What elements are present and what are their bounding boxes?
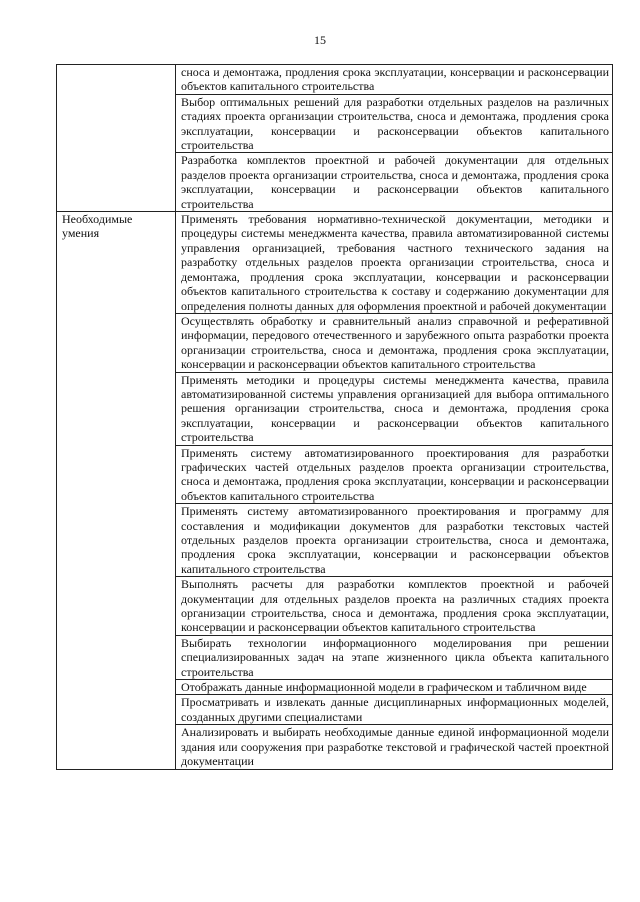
table-cell-item: Выполнять расчеты для разработки комплектов проектной и рабочей документации для отдельных разделов проекта на различных стадиях проекта организации строительства, сноса и демонтажа, продления срока эксплуатации, консервации и расконсервации объектов капитального строительства xyxy=(176,577,613,636)
table-cell-item: Отображать данные информационной модели в графическом и табличном виде xyxy=(176,680,613,695)
skills-table xyxy=(56,64,613,770)
table-cell-item: Применять требования нормативно-технической документации, методики и процедуры системы менеджмента качества, правила автоматизированной системы управления организацией, требования частного технического задания на разработку отдельных разделов проекта организации строительства, сноса и демонтажа, продления срока эксплуатации, консервации и расконсервации объектов капитального строительства к составу и содержанию документации для определения полноты данных для оформления проектной и рабочей документации xyxy=(176,212,613,314)
row-label-empty xyxy=(57,65,176,212)
table-cell-item: Выбирать технологии информационного моделирования при решении специализированных задач на этапе жизненного цикла объекта капитального строительства xyxy=(176,635,613,679)
page-number: 15 xyxy=(314,33,326,47)
table-cell-item: Применять систему автоматизированного проектирования для разработки графических частей отдельных разделов проекта организации строительства, сноса и демонтажа, продления срока эксплуатации, консервации и расконсервации объектов капитального строительства xyxy=(176,445,613,504)
table-cell-item: Применять систему автоматизированного проектирования и программу для составления и модификации документов для разработки текстовых частей отдельных разделов проекта организации строительства, сноса и демонтажа, продления срока эксплуатации, консервации и расконсервации объектов капитального строительства xyxy=(176,504,613,577)
table-cell-item: Анализировать и выбирать необходимые данные единой информационной модели здания или сооружения при разработке текстовой и графической частей проектной документации xyxy=(176,725,613,769)
table-cell-item: сноса и демонтажа, продления срока эксплуатации, консервации и расконсервации объектов капитального строительства xyxy=(176,65,613,95)
table-row xyxy=(57,212,613,314)
table-cell-item: Разработка комплектов проектной и рабочей документации для отдельных разделов проекта организации строительства, сноса и демонтажа, продления срока эксплуатации, консервации и расконсервации объектов капитального строительства xyxy=(176,153,613,212)
table-row xyxy=(57,65,613,95)
row-label-skills: Необходимые умения xyxy=(57,212,176,769)
table-cell-item: Применять методики и процедуры системы менеджмента качества, правила автоматизированной системы управления организацией для выбора оптимального решения организации строительства, сноса и демонтажа, продления срока эксплуатации, консервации и расконсервации объектов капитального строительства xyxy=(176,372,613,445)
table-cell-item: Осуществлять обработку и сравнительный анализ справочной и реферативной информации, передового отечественного и зарубежного опыта разработки проекта организации строительства, сноса и демонтажа, продления срока эксплуатации, консервации и расконсервации объектов капитального строительства xyxy=(176,313,613,372)
table-cell-item: Просматривать и извлекать данные дисциплинарных информационных моделей, созданных другими специалистами xyxy=(176,695,613,725)
table-cell-item: Выбор оптимальных решений для разработки отдельных разделов на различных стадиях проекта организации строительства, сноса и демонтажа, продления срока эксплуатации, консервации и расконсервации объектов капитального строительства xyxy=(176,94,613,153)
skills-table-body xyxy=(57,65,613,770)
